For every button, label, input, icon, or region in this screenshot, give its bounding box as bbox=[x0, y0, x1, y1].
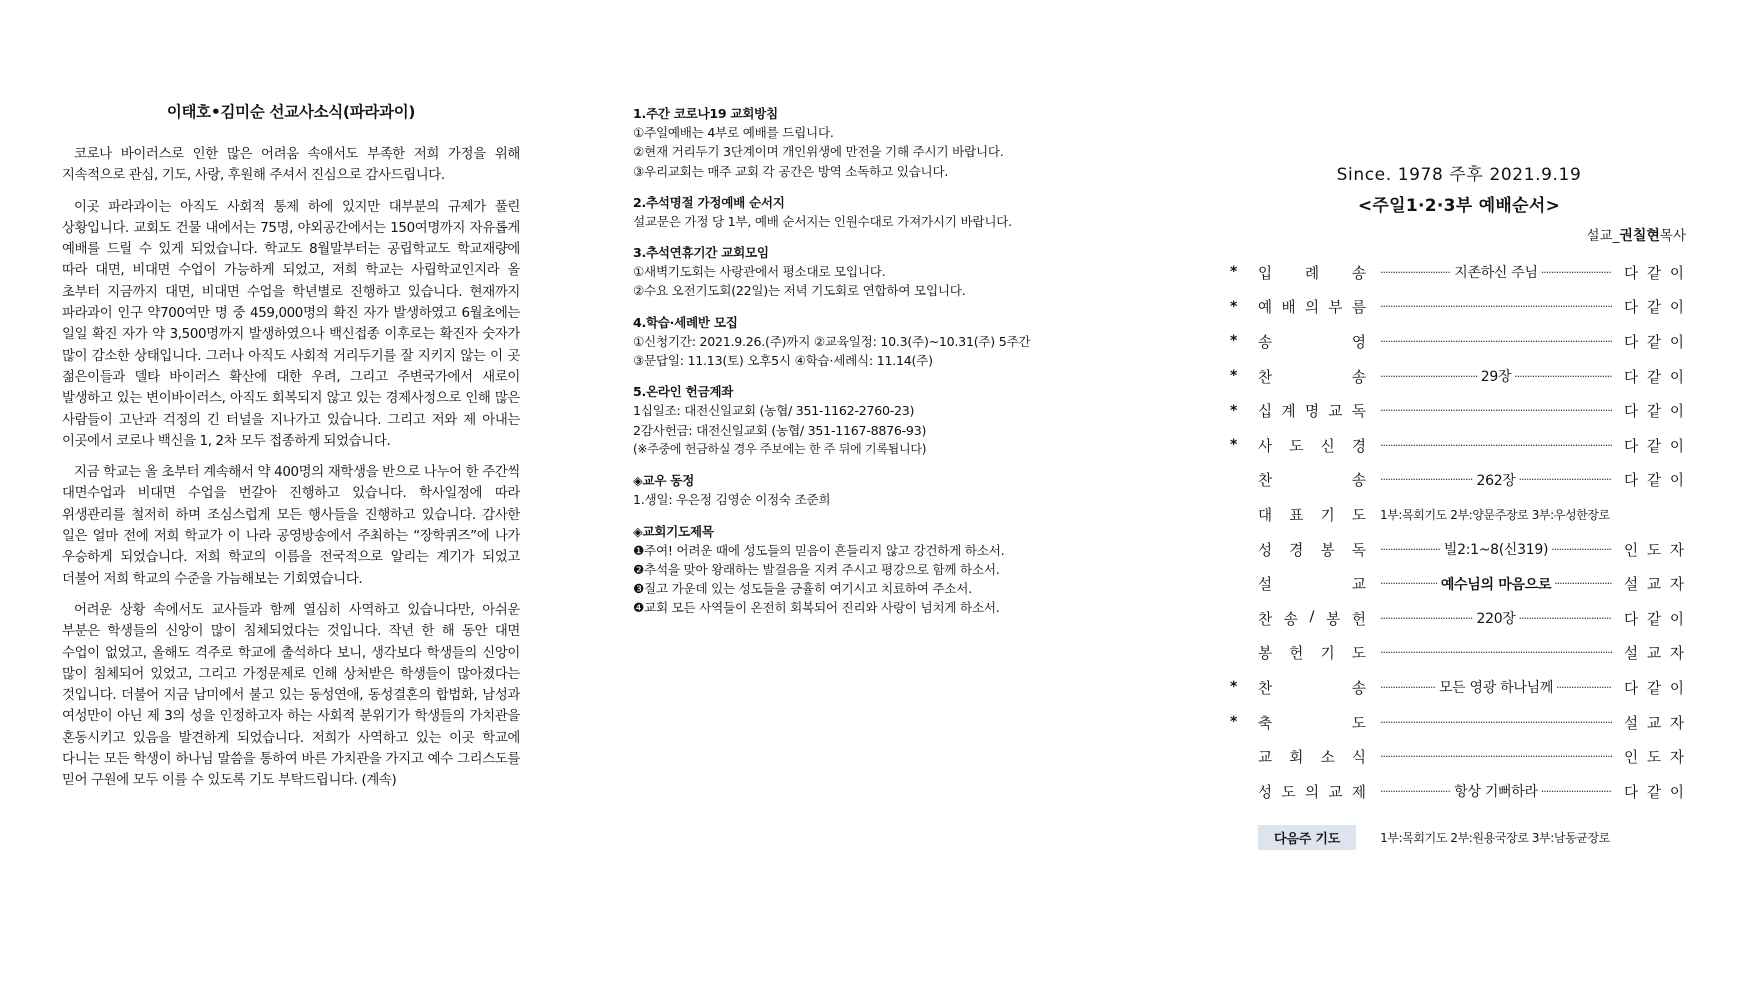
news-paragraph: 어려운 상황 속에서도 교사들과 함께 열심히 사역하고 있습니다만, 아쉬운 부분은 학생들의 신앙이 많이 침체되었다는 것입니다. 작년 한 해 동안 대면 수업이 없었고, 올해도 격주로 학교에 출석하다 보니, 생각보다 학생들의 신앙이 많이 침체되어 있었고, 그리고 가정문제로 인해 상처받은 학생들이 많아졌다는 것입니다. 더불어 지금 남미에서 불고 있는 동성연애, 동성결혼의 합법화, 남성과 여성만이 아닌 제 3의 성을 인정하고자 하는 사회적 분위기가 학생들의 가치관을 혼동시키고 있음을 발견하게 되었습니다. 저희가 사역하고 있는 이곳 학교에 다니는 모든 학생이 하나님 말씀을 통하여 바른 가치관을 가지고 예수 그리스도를 믿어 구원에 모두 이를 수 있도록 기도 부탁드립니다. (계속) bbox=[62, 602, 520, 789]
notice-line: ①새벽기도회는 사랑관에서 평소대로 모입니다. bbox=[633, 264, 886, 280]
dot-leader bbox=[1514, 370, 1612, 383]
notice-section bbox=[633, 243, 1113, 301]
notice-section bbox=[633, 193, 1113, 231]
order-item-name: 설 교 bbox=[1258, 576, 1366, 594]
dot-leader bbox=[1556, 681, 1612, 694]
notice-line: ❹교회 모든 사역들이 온전히 회복되어 진리와 사랑이 넘치게 하소서. bbox=[633, 600, 1000, 616]
order-item-leader: 설 교 자 bbox=[1624, 714, 1684, 732]
stand-marker: * bbox=[1230, 714, 1238, 731]
order-item-detail: 29장 bbox=[1480, 369, 1512, 386]
order-item-detail-wrap bbox=[1380, 574, 1612, 594]
order-item-name: 성 경 봉 독 bbox=[1258, 541, 1366, 559]
order-item-name: 교 회 소 식 bbox=[1258, 749, 1366, 767]
order-item-name: 찬 송 bbox=[1258, 472, 1366, 490]
order-item-detail-wrap bbox=[1380, 646, 1612, 659]
order-item-detail-wrap bbox=[1380, 439, 1612, 452]
next-week-prayer-value: 1부:목회기도 2부:원용국장로 3부:남동균장로 bbox=[1380, 830, 1610, 845]
dot-leader bbox=[1380, 543, 1441, 556]
order-item-detail-wrap bbox=[1380, 750, 1612, 763]
order-item-name: 봉 헌 기 도 bbox=[1258, 645, 1366, 663]
preacher-label: 설교_ bbox=[1586, 228, 1620, 244]
notice-line: (※주중에 헌금하실 경우 주보에는 한 주 뒤에 기록됩니다) bbox=[633, 441, 927, 456]
order-item-name: 십 계 명 교 독 bbox=[1258, 403, 1366, 421]
order-row bbox=[1228, 255, 1690, 290]
stand-marker: * bbox=[1230, 298, 1238, 315]
notice-line: ❶주여! 어려운 때에 성도들의 믿음이 흔들리지 않고 강건하게 하소서. bbox=[633, 542, 1005, 558]
missionary-news bbox=[62, 100, 520, 802]
order-item-detail-wrap bbox=[1380, 716, 1612, 729]
notice-line: ❸질고 가운데 있는 성도들을 긍휼히 여기시고 치료하여 주소서. bbox=[633, 581, 972, 597]
order-item-name: 찬 송 bbox=[1258, 679, 1366, 697]
order-row bbox=[1228, 705, 1690, 740]
order-row bbox=[1228, 324, 1690, 359]
order-row bbox=[1228, 359, 1690, 394]
dot-leader bbox=[1554, 577, 1612, 590]
notice-line: 2감사헌금: 대전신일교회 (농협/ 351-1167-8876-93) bbox=[633, 422, 927, 438]
preacher-name: 권칠현 bbox=[1619, 228, 1660, 244]
order-item-name: 찬 송 bbox=[1258, 368, 1366, 386]
order-item-name: 송 영 bbox=[1258, 333, 1366, 351]
dot-leader bbox=[1380, 785, 1451, 798]
stand-marker: * bbox=[1230, 264, 1238, 281]
dot-leader bbox=[1380, 716, 1612, 729]
order-item-detail-wrap bbox=[1380, 262, 1612, 282]
notice-line: 1십일조: 대전신일교회 (농협/ 351-1162-2760-23) bbox=[633, 403, 915, 419]
church-notices bbox=[633, 104, 1113, 630]
order-item-name: 찬 송 / 봉 헌 bbox=[1258, 607, 1366, 628]
stand-marker: * bbox=[1230, 333, 1238, 350]
order-item-name: 대 표 기 도 bbox=[1258, 506, 1366, 524]
notice-heading: 4.학습·세례반 모집 bbox=[633, 314, 738, 330]
order-item-detail: 220장 bbox=[1476, 611, 1516, 628]
stand-marker: * bbox=[1230, 437, 1238, 454]
order-item-detail-wrap bbox=[1380, 470, 1612, 490]
dot-leader bbox=[1380, 750, 1612, 763]
order-item-detail-wrap bbox=[1380, 781, 1612, 801]
order-item-detail-wrap bbox=[1380, 677, 1612, 697]
notice-line: ①신청기간: 2021.9.26.(주)까지 ②교육일정: 10.3(주)~10.31(주) 5주간 bbox=[633, 333, 1031, 349]
order-item-leader: 설 교 자 bbox=[1624, 645, 1684, 663]
order-item-detail: 262장 bbox=[1476, 472, 1516, 489]
dot-leader bbox=[1380, 370, 1478, 383]
worship-order-list bbox=[1228, 255, 1690, 809]
order-item-detail: 빌2:1~8(신319) bbox=[1443, 542, 1549, 559]
order-item-detail-wrap bbox=[1380, 506, 1612, 523]
order-item-leader: 다 같 이 bbox=[1624, 610, 1684, 628]
order-item-detail-wrap bbox=[1380, 539, 1612, 559]
order-item-leader: 다 같 이 bbox=[1624, 264, 1684, 282]
order-row bbox=[1228, 428, 1690, 463]
notice-heading: ◈교우 동정 bbox=[633, 473, 694, 489]
order-item-leader: 다 같 이 bbox=[1624, 783, 1684, 801]
notice-heading: 1.주간 코로나19 교회방침 bbox=[633, 106, 778, 121]
notice-line: ③문답일: 11.13(토) 오후5시 ④학습·세례식: 11.14(주) bbox=[633, 353, 933, 369]
notice-heading: 2.추석명절 가정예배 순서지 bbox=[633, 194, 785, 210]
preacher bbox=[1228, 224, 1690, 245]
dot-leader bbox=[1519, 473, 1612, 486]
dot-leader bbox=[1380, 612, 1473, 625]
order-item-detail: 모든 영광 하나님께 bbox=[1438, 680, 1554, 697]
notice-heading: 5.온라인 헌금계좌 bbox=[633, 384, 734, 400]
next-week-prayer-label: 다음주 기도 bbox=[1258, 825, 1356, 850]
order-item-detail: 1부:목회기도 2부:양문주장로 3부:우성한장로 bbox=[1380, 507, 1610, 522]
stand-marker: * bbox=[1230, 368, 1238, 385]
order-item-leader: 다 같 이 bbox=[1624, 437, 1684, 455]
notice-line: ❷추석을 맞아 왕래하는 발걸음을 지켜 주시고 평강으로 함께 하소서. bbox=[633, 561, 1000, 577]
dot-leader bbox=[1380, 300, 1612, 313]
order-item-detail: 항상 기뻐하라 bbox=[1454, 784, 1538, 801]
news-paragraph: 코로나 바이러스로 인한 많은 어려움 속애서도 부족한 저희 가정을 위해 지속적으로 관심, 기도, 사랑, 후원해 주셔서 진심으로 감사드립니다. bbox=[62, 147, 520, 184]
notice-line: ③우리교회는 매주 교회 각 공간은 방역 소독하고 있습니다. bbox=[633, 163, 949, 179]
order-row bbox=[1228, 497, 1690, 532]
order-item-name: 사 도 신 경 bbox=[1258, 437, 1366, 455]
notice-line: ①주일예배는 4부로 예배를 드립니다. bbox=[633, 125, 834, 140]
worship-order-title: <주일1·2·3부 예배순서> bbox=[1357, 196, 1561, 216]
notice-heading: ◈교회기도제목 bbox=[633, 523, 714, 539]
order-item-detail-wrap bbox=[1380, 404, 1612, 417]
dot-leader bbox=[1380, 335, 1612, 348]
order-row bbox=[1228, 463, 1690, 498]
notice-line: ②수요 오전기도회(22일)는 저녁 기도회로 연합하여 모입니다. bbox=[633, 283, 966, 299]
dot-leader bbox=[1380, 681, 1436, 694]
order-item-leader: 설 교 자 bbox=[1624, 576, 1684, 594]
notice-section bbox=[633, 471, 1113, 509]
order-item-detail-wrap bbox=[1380, 335, 1612, 348]
dot-leader bbox=[1380, 646, 1612, 659]
dot-leader bbox=[1380, 473, 1473, 486]
order-item-detail: 지존하신 주님 bbox=[1454, 265, 1538, 282]
dot-leader bbox=[1519, 612, 1612, 625]
notice-line: 1.생일: 우은정 김영순 이정숙 조준희 bbox=[633, 492, 831, 508]
order-item-leader: 인 도 자 bbox=[1624, 749, 1684, 767]
order-item-detail-wrap bbox=[1380, 366, 1612, 386]
dot-leader bbox=[1551, 543, 1612, 556]
dot-leader bbox=[1541, 266, 1612, 279]
stand-marker: * bbox=[1230, 402, 1238, 419]
bulletin-date: Since. 1978 주후 2021.9.19 bbox=[1336, 165, 1582, 185]
next-week-prayer bbox=[1258, 825, 1690, 850]
worship-order bbox=[1228, 160, 1690, 850]
preacher-suffix: 목사 bbox=[1659, 228, 1686, 244]
notice-section bbox=[633, 104, 1113, 181]
news-paragraph: 지금 학교는 올 초부터 계속해서 약 400명의 재학생을 반으로 나누어 한 주간씩 대면수업과 비대면 수업을 번갈아 진행하고 있습니다. 학사일정에 따라 위생관리를 철저히 하며 조심스럽게 모든 행사들을 진행하고 있습니다. 감사한 일은 얼마 전에 저희 학교가 이 나라 공영방송에서 주최하는 “장학퀴즈”에 나가 우승하게 되었습니다. 저희 학교의 이름을 전국적으로 알리는 계기가 되었고 더불어 저희 학교의 수준을 가늠해보는 기회였습니다. bbox=[62, 465, 520, 587]
order-item-detail: 예수님의 마음으로 bbox=[1440, 576, 1552, 593]
order-row bbox=[1228, 290, 1690, 325]
news-paragraph: 이곳 파라과이는 아직도 사회적 통제 하에 있지만 대부분의 규제가 풀린 상황입니다. 교회도 건물 내에서는 75명, 야외공간에서는 150여명까지 자유롭게 예배를 드릴 수 있게 되었습니다. 학교도 8월말부터는 공립학교도 학교재량에 따라 대면, 비대면 수업이 가능하게 되었고, 저희 학교는 사립학교인지라 올 초부터 지금까지 대면, 비대면 수업을 학년별로 진행하고 있습니다. 현재까지 파라과이 인구 약700여만 명 중 459,000명의 확진 자가 발생하였고 6월초에는 일일 확진 자가 약 3,500명까지 발생하였으나 백신접종 이후로는 확진자 숫자가 많이 감소한 상태입니다. 그러나 아직도 사회적 거리두기를 잘 지키지 않는 이 곳 젊은이들과 델타 바이러스 확산에 대한 우려, 그리고 주변국가에서 새로이 발생하고 있는 변이바이러스, 아직도 회복되지 않고 있는 경제사정으로 인해 많은 사람들이 고난과 걱정의 긴 터널을 지나가고 있습니다. 그리고 저와 제 아내는 이곳에서 코로나 백신을 1, 2차 모두 접종하게 되었습니다. bbox=[62, 199, 520, 449]
order-item-leader: 다 같 이 bbox=[1624, 333, 1684, 351]
stand-marker: * bbox=[1230, 679, 1238, 696]
order-item-name: 성 도 의 교 제 bbox=[1258, 783, 1366, 801]
order-item-leader: 다 같 이 bbox=[1624, 299, 1684, 317]
order-item-name: 입 례 송 bbox=[1258, 264, 1366, 282]
order-item-leader: 인 도 자 bbox=[1624, 541, 1684, 559]
order-item-detail-wrap bbox=[1380, 608, 1612, 628]
order-row bbox=[1228, 532, 1690, 567]
order-item-detail-wrap bbox=[1380, 300, 1612, 313]
notice-section bbox=[633, 313, 1113, 371]
order-row bbox=[1228, 393, 1690, 428]
order-item-leader: 다 같 이 bbox=[1624, 403, 1684, 421]
notice-line: ②현재 거리두기 3단계이며 개인위생에 만전을 기해 주시기 바랍니다. bbox=[633, 144, 1004, 160]
dot-leader bbox=[1380, 439, 1612, 452]
order-row bbox=[1228, 636, 1690, 671]
order-row bbox=[1228, 601, 1690, 636]
notice-line: 설교문은 가정 당 1부, 예배 순서지는 인원수대로 가져가시기 바랍니다. bbox=[633, 213, 1012, 229]
notice-section bbox=[633, 382, 1113, 459]
notice-heading: 3.추석연휴기간 교회모임 bbox=[633, 245, 769, 261]
order-row bbox=[1228, 670, 1690, 705]
order-row bbox=[1228, 739, 1690, 774]
order-item-name: 축 도 bbox=[1258, 714, 1366, 732]
notice-section bbox=[633, 522, 1113, 618]
dot-leader bbox=[1380, 266, 1451, 279]
dot-leader bbox=[1541, 785, 1612, 798]
order-item-leader: 다 같 이 bbox=[1624, 368, 1684, 386]
order-item-leader: 다 같 이 bbox=[1624, 472, 1684, 490]
order-item-leader: 다 같 이 bbox=[1624, 679, 1684, 697]
dot-leader bbox=[1380, 404, 1612, 417]
order-item-name: 예 배 의 부 름 bbox=[1258, 299, 1366, 317]
dot-leader bbox=[1380, 577, 1438, 590]
order-row bbox=[1228, 566, 1690, 601]
order-row bbox=[1228, 774, 1690, 809]
missionary-news-title: 이태호•김미순 선교사소식(파라과이) bbox=[166, 103, 416, 121]
